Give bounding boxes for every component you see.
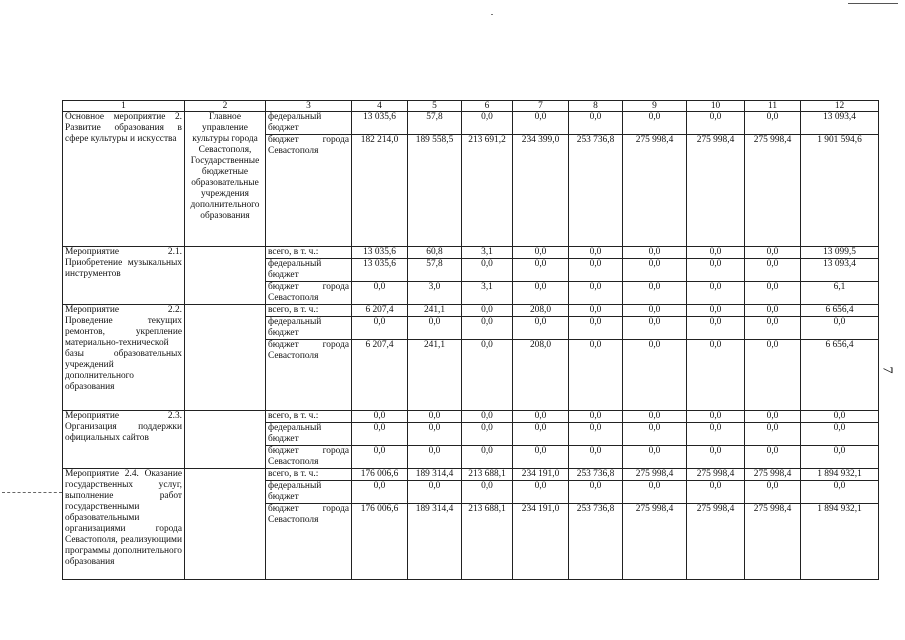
value-cell: 6,1 <box>801 282 879 305</box>
value-cell: 0,0 <box>745 305 801 317</box>
value-cell: 0,0 <box>569 340 623 411</box>
value-cell: 176 006,6 <box>352 469 408 481</box>
value-cell: 0,0 <box>513 282 569 305</box>
activity-name: Мероприятие 2.3. Организация поддержки официальных сайтов <box>63 411 185 469</box>
value-cell: 13 035,6 <box>352 259 408 282</box>
value-cell: 0,0 <box>462 259 513 282</box>
value-cell: 0,0 <box>687 317 745 340</box>
value-cell: 0,0 <box>569 446 623 469</box>
value-cell: 0,0 <box>513 423 569 446</box>
value-cell: 13 035,6 <box>352 112 408 135</box>
value-cell: 0,0 <box>462 112 513 135</box>
value-cell: 189 558,5 <box>408 135 462 247</box>
value-cell: 0,0 <box>623 259 687 282</box>
value-cell: 13 093,4 <box>801 259 879 282</box>
value-cell: 0,0 <box>569 423 623 446</box>
funding-source: всего, в т. ч.: <box>266 469 352 481</box>
value-cell: 275 998,4 <box>687 504 745 580</box>
funding-source: бюджет города Севастополя <box>266 504 352 580</box>
value-cell: 0,0 <box>513 259 569 282</box>
value-cell: 0,0 <box>801 411 879 423</box>
value-cell: 0,0 <box>623 423 687 446</box>
column-header: 10 <box>687 101 745 112</box>
table-row <box>63 411 879 423</box>
value-cell: 60,8 <box>408 247 462 259</box>
value-cell: 0,0 <box>569 112 623 135</box>
column-header: 6 <box>462 101 513 112</box>
funding-source: федеральный бюджет <box>266 259 352 282</box>
value-cell: 208,0 <box>513 305 569 317</box>
value-cell: 275 998,4 <box>623 135 687 247</box>
value-cell: 0,0 <box>513 247 569 259</box>
column-header: 11 <box>745 101 801 112</box>
funding-source: бюджет города Севастополя <box>266 446 352 469</box>
table-row <box>63 469 879 481</box>
column-header: 7 <box>513 101 569 112</box>
value-cell: 0,0 <box>801 481 879 504</box>
value-cell: 6 207,4 <box>352 340 408 411</box>
funding-source: федеральный бюджет <box>266 423 352 446</box>
margin-dash-line <box>2 492 62 493</box>
value-cell: 0,0 <box>801 317 879 340</box>
value-cell: 0,0 <box>352 446 408 469</box>
value-cell: 0,0 <box>623 282 687 305</box>
value-cell: 0,0 <box>687 423 745 446</box>
value-cell: 234 191,0 <box>513 469 569 481</box>
value-cell: 0,0 <box>569 305 623 317</box>
value-cell: 0,0 <box>352 282 408 305</box>
executor-cell: Главное управление культуры города Севастополя, Государственные бюджетные образовательные учреждения дополнительного образования <box>185 112 266 247</box>
value-cell: 0,0 <box>569 411 623 423</box>
value-cell: 0,0 <box>801 446 879 469</box>
value-cell: 0,0 <box>352 423 408 446</box>
value-cell: 0,0 <box>687 411 745 423</box>
column-header: 5 <box>408 101 462 112</box>
value-cell: 0,0 <box>623 340 687 411</box>
value-cell: 0,0 <box>352 411 408 423</box>
value-cell: 241,1 <box>408 305 462 317</box>
column-header: 2 <box>185 101 266 112</box>
value-cell: 57,8 <box>408 112 462 135</box>
funding-source: бюджет города Севастополя <box>266 340 352 411</box>
value-cell: 182 214,0 <box>352 135 408 247</box>
value-cell: 0,0 <box>745 112 801 135</box>
value-cell: 0,0 <box>569 481 623 504</box>
value-cell: 0,0 <box>408 446 462 469</box>
value-cell: 0,0 <box>623 411 687 423</box>
activity-name: Мероприятие 2.1. Приобретение музыкальных инструментов <box>63 247 185 305</box>
value-cell: 0,0 <box>569 317 623 340</box>
executor-cell-empty <box>185 469 266 580</box>
value-cell: 0,0 <box>408 481 462 504</box>
value-cell: 0,0 <box>462 305 513 317</box>
value-cell: 253 736,8 <box>569 135 623 247</box>
value-cell: 0,0 <box>687 282 745 305</box>
value-cell: 253 736,8 <box>569 469 623 481</box>
value-cell: 0,0 <box>408 423 462 446</box>
value-cell: 0,0 <box>745 411 801 423</box>
value-cell: 0,0 <box>687 481 745 504</box>
value-cell: 0,0 <box>745 259 801 282</box>
value-cell: 6 656,4 <box>801 340 879 411</box>
value-cell: 275 998,4 <box>745 135 801 247</box>
top-rule <box>848 3 898 4</box>
funding-source: федеральный бюджет <box>266 481 352 504</box>
value-cell: 0,0 <box>687 247 745 259</box>
value-cell: 0,0 <box>352 317 408 340</box>
value-cell: 234 191,0 <box>513 504 569 580</box>
value-cell: 6 656,4 <box>801 305 879 317</box>
value-cell: 1 901 594,6 <box>801 135 879 247</box>
value-cell: 275 998,4 <box>687 135 745 247</box>
value-cell: 0,0 <box>623 247 687 259</box>
column-header: 9 <box>623 101 687 112</box>
value-cell: 275 998,4 <box>745 469 801 481</box>
value-cell: 0,0 <box>801 423 879 446</box>
column-header: 12 <box>801 101 879 112</box>
value-cell: 0,0 <box>408 317 462 340</box>
value-cell: 213 688,1 <box>462 469 513 481</box>
value-cell: 213 688,1 <box>462 504 513 580</box>
value-cell: 0,0 <box>513 411 569 423</box>
funding-source: всего, в т. ч.: <box>266 305 352 317</box>
value-cell: 0,0 <box>745 340 801 411</box>
value-cell: 3,1 <box>462 282 513 305</box>
value-cell: 234 399,0 <box>513 135 569 247</box>
value-cell: 0,0 <box>687 112 745 135</box>
value-cell: 13 035,6 <box>352 247 408 259</box>
value-cell: 13 093,4 <box>801 112 879 135</box>
page-number: 7 <box>879 366 895 374</box>
executor-cell-empty <box>185 411 266 469</box>
value-cell: 0,0 <box>623 317 687 340</box>
value-cell: 0,0 <box>569 259 623 282</box>
value-cell: 0,0 <box>513 112 569 135</box>
value-cell: 0,0 <box>745 481 801 504</box>
value-cell: 0,0 <box>623 305 687 317</box>
table-row <box>63 247 879 259</box>
scan-dot <box>491 14 493 15</box>
value-cell: 0,0 <box>687 446 745 469</box>
funding-source: всего, в т. ч.: <box>266 411 352 423</box>
table-row <box>63 112 879 135</box>
value-cell: 0,0 <box>687 259 745 282</box>
column-header: 4 <box>352 101 408 112</box>
column-header: 8 <box>569 101 623 112</box>
activity-name: Мероприятие 2.4. Оказание государственных услуг, выполнение работ государственными образовательными организациями города Севастополя, реализующими программы дополнительного образования <box>63 469 185 580</box>
value-cell: 0,0 <box>462 411 513 423</box>
funding-source: федеральный бюджет <box>266 112 352 135</box>
value-cell: 0,0 <box>513 481 569 504</box>
value-cell: 0,0 <box>352 481 408 504</box>
header-row <box>63 101 879 112</box>
value-cell: 0,0 <box>745 317 801 340</box>
funding-source: федеральный бюджет <box>266 317 352 340</box>
value-cell: 189 314,4 <box>408 504 462 580</box>
activity-name: Мероприятие 2.2. Проведение текущих ремонтов, укрепление материально-технической базы образовательных учреждений дополнительного образования <box>63 305 185 411</box>
value-cell: 0,0 <box>462 481 513 504</box>
value-cell: 1 894 932,1 <box>801 504 879 580</box>
funding-source: бюджет города Севастополя <box>266 282 352 305</box>
funding-source: всего, в т. ч.: <box>266 247 352 259</box>
value-cell: 1 894 932,1 <box>801 469 879 481</box>
value-cell: 176 006,6 <box>352 504 408 580</box>
value-cell: 275 998,4 <box>623 504 687 580</box>
funding-source: бюджет города Севастополя <box>266 135 352 247</box>
value-cell: 0,0 <box>623 446 687 469</box>
value-cell: 0,0 <box>569 282 623 305</box>
column-header: 1 <box>63 101 185 112</box>
value-cell: 275 998,4 <box>623 469 687 481</box>
value-cell: 0,0 <box>745 247 801 259</box>
table-body <box>63 101 879 580</box>
value-cell: 208,0 <box>513 340 569 411</box>
value-cell: 275 998,4 <box>687 469 745 481</box>
budget-table <box>62 100 879 580</box>
value-cell: 57,8 <box>408 259 462 282</box>
value-cell: 0,0 <box>745 423 801 446</box>
value-cell: 0,0 <box>687 340 745 411</box>
value-cell: 0,0 <box>623 112 687 135</box>
column-header: 3 <box>266 101 352 112</box>
executor-cell-empty <box>185 247 266 305</box>
value-cell: 0,0 <box>623 481 687 504</box>
value-cell: 0,0 <box>745 282 801 305</box>
value-cell: 0,0 <box>462 446 513 469</box>
value-cell: 0,0 <box>462 317 513 340</box>
activity-name: Основное мероприятие 2. Развитие образования в сфере культуры и искусства <box>63 112 185 247</box>
value-cell: 275 998,4 <box>745 504 801 580</box>
value-cell: 0,0 <box>462 423 513 446</box>
executor-cell-empty <box>185 305 266 411</box>
value-cell: 0,0 <box>513 317 569 340</box>
value-cell: 0,0 <box>408 411 462 423</box>
value-cell: 189 314,4 <box>408 469 462 481</box>
value-cell: 253 736,8 <box>569 504 623 580</box>
value-cell: 0,0 <box>462 340 513 411</box>
value-cell: 0,0 <box>569 247 623 259</box>
table-row <box>63 305 879 317</box>
value-cell: 0,0 <box>687 305 745 317</box>
value-cell: 213 691,2 <box>462 135 513 247</box>
value-cell: 0,0 <box>513 446 569 469</box>
value-cell: 241,1 <box>408 340 462 411</box>
value-cell: 13 099,5 <box>801 247 879 259</box>
value-cell: 6 207,4 <box>352 305 408 317</box>
value-cell: 3,0 <box>408 282 462 305</box>
value-cell: 3,1 <box>462 247 513 259</box>
value-cell: 0,0 <box>745 446 801 469</box>
